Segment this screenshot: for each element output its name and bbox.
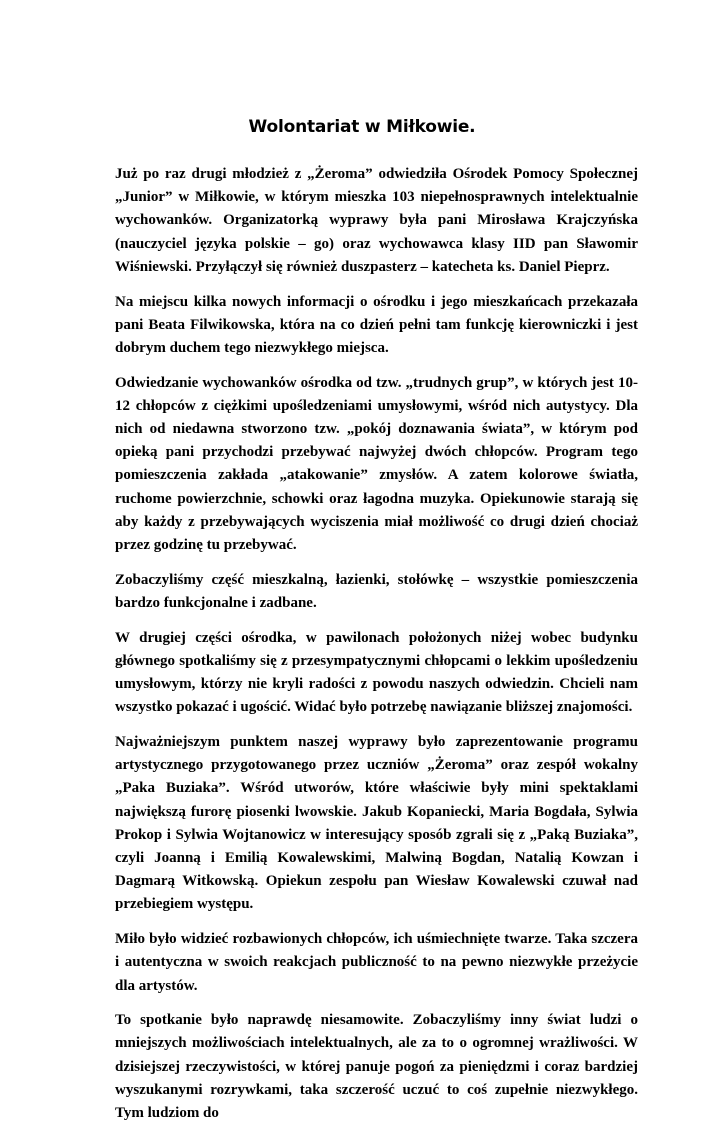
paragraph-3: Odwiedzanie wychowanków ośrodka od tzw. „trudnych grup”, w których jest 10-12 chłopców z ciężkimi upośledzeniami umysłowymi, wśród nich autystycy. Dla nich od niedawna stworzono tzw. „pokój doznawania świata”, w którym pod opieką pani przychodzi przebywać najwyżej dwóch chłopców. Program tego pomieszczenia zakłada „atakowanie” zmysłów. A zatem kolorowe światła, ruchome powierzchnie, schowki oraz łagodna muzyka. Opiekunowie starają się aby każdy z przebywających wyciszenia miał możliwość co drugi dzień chociaż przez godzinę tu przebywać. [115,374,638,554]
paragraph-4: Zobaczyliśmy część mieszkalną, łazienki, stołówkę – wszystkie pomieszczenia bardzo funkcjonalne i zadbane. [115,571,638,611]
paragraph-7: Miło było widzieć rozbawionych chłopców, ich uśmiechnięte twarze. Taka szczera i autentyczna w swoich reakcjach publiczność to na pewno niezwykłe przeżycie dla artystów. [115,931,638,994]
document-body [115,163,638,1137]
paragraph-6: Najważniejszym punktem naszej wyprawy było zaprezentowanie programu artystycznego przygotowanego przez uczniów „Żeroma” oraz zespół wokalny „Paka Buziaka”. Wśród utworów, które właściwie były mini spektaklami największą furorę piosenki lwowskie. Jakub Kopaniecki, Maria Bogdała, Sylwia Prokop i Sylwia Wojtanowicz w interesujący sposób zgrali się z „Paką Buziaka”, czyli Joanną i Emilią Kowalewskimi, Malwiną Bogdan, Natalią Kowzan i Dagmarą Witkowską. Opiekun zespołu pan Wiesław Kowalewski czuwał nad przebiegiem występu. [115,733,638,913]
paragraph-8: To spotkanie było naprawdę niesamowite. Zobaczyliśmy inny świat ludzi o mniejszych możliwościach intelektualnych, ale za to o ogromnej wrażliwości. W dzisiejszej rzeczywistości, w której panuje pogoń za pieniędzmi i coraz bardziej wyszukanymi rozrywkami, taka szczerość uczuć to coś zupełnie niezwykłego. Tym ludziom do [115,1012,638,1122]
paragraph-5: W drugiej części ośrodka, w pawilonach położonych niżej wobec budynku głównego spotkaliśmy się z przesympatycznymi chłopcami o lekkim upośledzeniu umysłowym, którzy nie kryli radości z powodu naszych odwiedzin. Chcieli nam wszystko pokazać i ugościć. Widać było potrzebę nawiązanie bliższej znajomości. [115,629,638,716]
document-title: Wolontariat w Miłkowie. [248,117,476,137]
paragraph-1: Już po raz drugi młodzież z „Żeroma” odwiedziła Ośrodek Pomocy Społecznej „Junior” w Miłkowie, w którym mieszka 103 niepełnosprawnych intelektualnie wychowanków. Organizatorką wyprawy była pani Mirosława Krajczyńska (nauczyciel języka polskie – go) oraz wychowawca klasy IID pan Sławomir Wiśniewski. Przyłączył się również duszpasterz – katecheta ks. Daniel Pieprz. [115,166,638,275]
paragraph-2: Na miejscu kilka nowych informacji o ośrodku i jego mieszkańcach przekazała pani Beata Filwikowska, która na co dzień pełni tam funkcję kierowniczki i jest dobrym duchem tego niezwykłego miejsca. [115,293,638,356]
